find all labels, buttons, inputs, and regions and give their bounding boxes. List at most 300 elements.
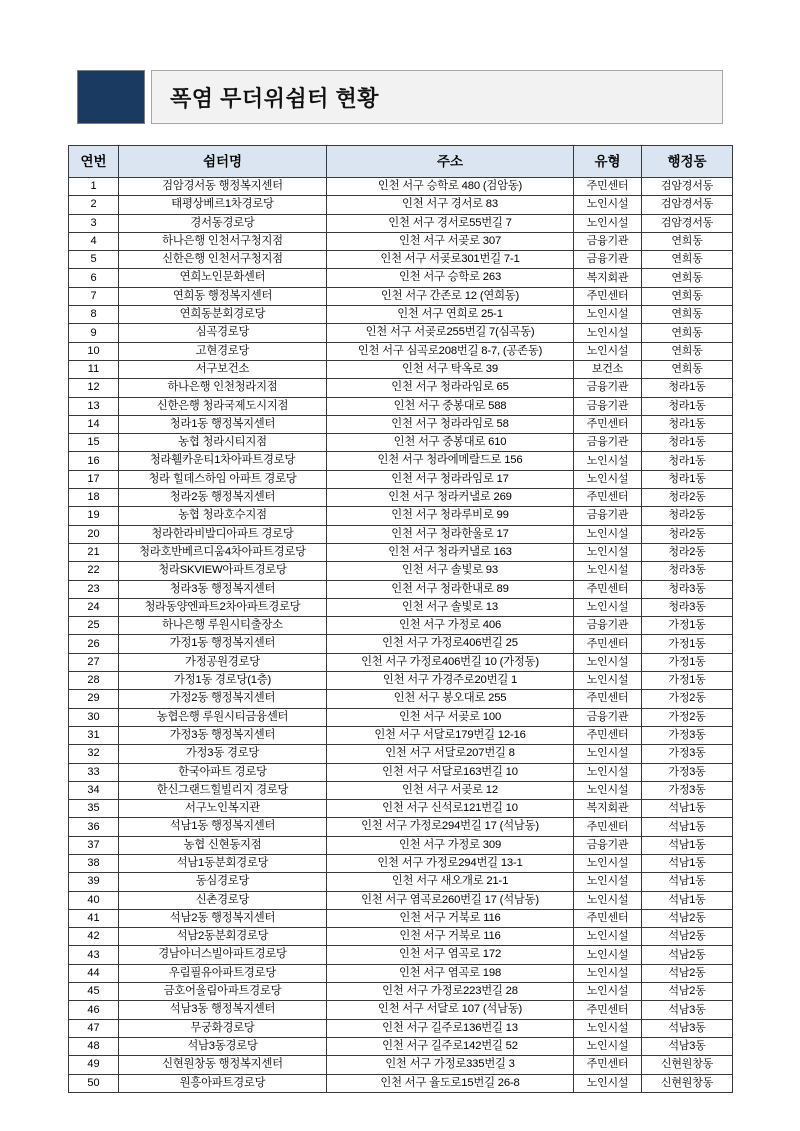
table-row xyxy=(69,251,733,269)
cell-no: 21 xyxy=(69,543,119,561)
cell-no: 4 xyxy=(69,232,119,250)
cell-addr: 인천 서구 신석로121번길 10 xyxy=(327,800,574,818)
shelter-table-container xyxy=(68,145,732,1093)
cell-name: 우림필유아파트경로당 xyxy=(119,964,327,982)
cell-no: 36 xyxy=(69,818,119,836)
table-row xyxy=(69,196,733,214)
cell-dong: 청라1동 xyxy=(642,470,733,488)
cell-dong: 청라2동 xyxy=(642,507,733,525)
table-row xyxy=(69,946,733,964)
cell-dong: 석남3동 xyxy=(642,1001,733,1019)
cell-name: 청라SKVIEW아파트경로당 xyxy=(119,562,327,580)
cell-type: 금융기관 xyxy=(574,232,642,250)
cell-dong: 가정3동 xyxy=(642,781,733,799)
cell-no: 42 xyxy=(69,928,119,946)
cell-no: 43 xyxy=(69,946,119,964)
table-row xyxy=(69,873,733,891)
cell-dong: 가정1동 xyxy=(642,617,733,635)
cell-name: 석남3동 행정복지센터 xyxy=(119,1001,327,1019)
cell-type: 주민센터 xyxy=(574,1001,642,1019)
table-row xyxy=(69,397,733,415)
cell-addr: 인천 서구 서곶로301번길 7-1 xyxy=(327,251,574,269)
cell-name: 연희동분회경로당 xyxy=(119,306,327,324)
cell-dong: 가정1동 xyxy=(642,653,733,671)
cell-dong: 검암경서동 xyxy=(642,214,733,232)
column-header-name: 쉼터명 xyxy=(119,146,327,178)
cell-addr: 인천 서구 청라라임로 58 xyxy=(327,415,574,433)
cell-dong: 석남2동 xyxy=(642,946,733,964)
table-row xyxy=(69,489,733,507)
cell-no: 22 xyxy=(69,562,119,580)
cell-no: 6 xyxy=(69,269,119,287)
cell-dong: 가정3동 xyxy=(642,763,733,781)
cell-addr: 인천 서구 가정로223번길 28 xyxy=(327,983,574,1001)
cell-dong: 석남1동 xyxy=(642,854,733,872)
cell-addr: 인천 서구 청라라임로 65 xyxy=(327,379,574,397)
cell-type: 주민센터 xyxy=(574,178,642,196)
cell-name: 석남2동 행정복지센터 xyxy=(119,909,327,927)
cell-addr: 인천 서구 가정로294번길 17 (석남동) xyxy=(327,818,574,836)
cell-dong: 석남3동 xyxy=(642,1037,733,1055)
cell-addr: 인천 서구 서곶로 307 xyxy=(327,232,574,250)
cell-name: 경남아너스빌아파트경로당 xyxy=(119,946,327,964)
cell-no: 8 xyxy=(69,306,119,324)
table-row xyxy=(69,287,733,305)
cell-type: 노인시설 xyxy=(574,873,642,891)
cell-no: 1 xyxy=(69,178,119,196)
title-banner xyxy=(77,70,723,124)
cell-type: 주민센터 xyxy=(574,580,642,598)
cell-dong: 검암경서동 xyxy=(642,196,733,214)
cell-no: 45 xyxy=(69,983,119,1001)
column-header-type: 유형 xyxy=(574,146,642,178)
table-row xyxy=(69,964,733,982)
cell-dong: 석남1동 xyxy=(642,891,733,909)
cell-addr: 인천 서구 봉오대로 255 xyxy=(327,690,574,708)
cell-name: 가정3동 행정복지센터 xyxy=(119,726,327,744)
cell-type: 금융기관 xyxy=(574,379,642,397)
table-row xyxy=(69,653,733,671)
cell-addr: 인천 서구 경서로55번길 7 xyxy=(327,214,574,232)
cell-no: 11 xyxy=(69,360,119,378)
cell-dong: 청라1동 xyxy=(642,434,733,452)
table-row xyxy=(69,507,733,525)
cell-name: 심곡경로당 xyxy=(119,324,327,342)
cell-type: 노인시설 xyxy=(574,928,642,946)
cell-addr: 인천 서구 서달로163번길 10 xyxy=(327,763,574,781)
cell-addr: 인천 서구 율도로15번길 26-8 xyxy=(327,1074,574,1092)
cell-name: 무궁화경로당 xyxy=(119,1019,327,1037)
cell-name: 한신그랜드힐빌리지 경로당 xyxy=(119,781,327,799)
cell-dong: 연희동 xyxy=(642,306,733,324)
cell-addr: 인천 서구 승학로 480 (검암동) xyxy=(327,178,574,196)
cell-addr: 인천 서구 가정로406번길 25 xyxy=(327,635,574,653)
cell-addr: 인천 서구 청라커낼로 269 xyxy=(327,489,574,507)
cell-dong: 가정2동 xyxy=(642,708,733,726)
table-row xyxy=(69,470,733,488)
cell-type: 주민센터 xyxy=(574,1056,642,1074)
table-row xyxy=(69,434,733,452)
cell-no: 23 xyxy=(69,580,119,598)
column-header-dong: 행정동 xyxy=(642,146,733,178)
cell-type: 노인시설 xyxy=(574,306,642,324)
cell-addr: 인천 서구 중봉대로 610 xyxy=(327,434,574,452)
cell-name: 하나은행 루원시티출장소 xyxy=(119,617,327,635)
table-row xyxy=(69,214,733,232)
cell-dong: 연희동 xyxy=(642,360,733,378)
table-row xyxy=(69,562,733,580)
cell-name: 한국아파트 경로당 xyxy=(119,763,327,781)
cell-addr: 인천 서구 서곶로 100 xyxy=(327,708,574,726)
cell-no: 18 xyxy=(69,489,119,507)
cell-dong: 청라2동 xyxy=(642,489,733,507)
cell-no: 12 xyxy=(69,379,119,397)
cell-addr: 인천 서구 승학로 263 xyxy=(327,269,574,287)
table-body xyxy=(69,178,733,1093)
cell-type: 노인시설 xyxy=(574,781,642,799)
cell-dong: 연희동 xyxy=(642,342,733,360)
cell-type: 노인시설 xyxy=(574,672,642,690)
cell-name: 금호어울림아파트경로당 xyxy=(119,983,327,1001)
cell-dong: 석남1동 xyxy=(642,818,733,836)
cell-name: 청라3동 행정복지센터 xyxy=(119,580,327,598)
cell-no: 40 xyxy=(69,891,119,909)
table-row xyxy=(69,818,733,836)
cell-no: 47 xyxy=(69,1019,119,1037)
cell-dong: 청라3동 xyxy=(642,598,733,616)
cell-addr: 인천 서구 청라커낼로 163 xyxy=(327,543,574,561)
cell-type: 노인시설 xyxy=(574,891,642,909)
cell-no: 48 xyxy=(69,1037,119,1055)
cell-no: 19 xyxy=(69,507,119,525)
cell-name: 신한은행 인천서구청지점 xyxy=(119,251,327,269)
cell-dong: 석남2동 xyxy=(642,909,733,927)
cell-addr: 인천 서구 중봉대로 588 xyxy=(327,397,574,415)
cell-addr: 인천 서구 연희로 25-1 xyxy=(327,306,574,324)
cell-type: 노인시설 xyxy=(574,525,642,543)
cell-type: 노인시설 xyxy=(574,214,642,232)
table-row xyxy=(69,1001,733,1019)
cell-addr: 인천 서구 서달로 107 (석남동) xyxy=(327,1001,574,1019)
cell-type: 노인시설 xyxy=(574,964,642,982)
cell-name: 연희노인문화센터 xyxy=(119,269,327,287)
cell-name: 가정2동 행정복지센터 xyxy=(119,690,327,708)
cell-no: 49 xyxy=(69,1056,119,1074)
cell-name: 청라호반베르디움4차아파트경로당 xyxy=(119,543,327,561)
cell-type: 노인시설 xyxy=(574,1074,642,1092)
table-row xyxy=(69,690,733,708)
cell-type: 주민센터 xyxy=(574,818,642,836)
cell-type: 노인시설 xyxy=(574,653,642,671)
cell-name: 하나은행 인천서구청지점 xyxy=(119,232,327,250)
cell-dong: 가정3동 xyxy=(642,745,733,763)
cell-name: 신촌경로당 xyxy=(119,891,327,909)
table-row xyxy=(69,452,733,470)
cell-dong: 연희동 xyxy=(642,251,733,269)
cell-type: 보건소 xyxy=(574,360,642,378)
cell-type: 주민센터 xyxy=(574,726,642,744)
cell-dong: 석남2동 xyxy=(642,983,733,1001)
cell-dong: 신현원창동 xyxy=(642,1074,733,1092)
cell-type: 금융기관 xyxy=(574,708,642,726)
cell-type: 노인시설 xyxy=(574,196,642,214)
cell-dong: 가정1동 xyxy=(642,672,733,690)
cell-addr: 인천 서구 청라라임로 17 xyxy=(327,470,574,488)
cell-dong: 연희동 xyxy=(642,269,733,287)
cell-type: 노인시설 xyxy=(574,1037,642,1055)
cell-dong: 석남1동 xyxy=(642,873,733,891)
cell-no: 16 xyxy=(69,452,119,470)
table-row xyxy=(69,854,733,872)
cell-no: 34 xyxy=(69,781,119,799)
accent-swatch xyxy=(77,70,145,124)
table-row xyxy=(69,800,733,818)
cell-name: 가정공원경로당 xyxy=(119,653,327,671)
cell-addr: 인천 서구 가정로294번길 13-1 xyxy=(327,854,574,872)
cell-no: 2 xyxy=(69,196,119,214)
cell-name: 농협 신현동지점 xyxy=(119,836,327,854)
cell-addr: 인천 서구 간존로 12 (연희동) xyxy=(327,287,574,305)
cell-type: 노인시설 xyxy=(574,946,642,964)
column-header-no: 연번 xyxy=(69,146,119,178)
cell-type: 노인시설 xyxy=(574,342,642,360)
cell-name: 가정3동 경로당 xyxy=(119,745,327,763)
cell-addr: 인천 서구 거북로 116 xyxy=(327,928,574,946)
cell-dong: 청라3동 xyxy=(642,562,733,580)
cell-type: 금융기관 xyxy=(574,507,642,525)
cell-name: 가정1동 경로당(1층) xyxy=(119,672,327,690)
cell-type: 주민센터 xyxy=(574,690,642,708)
table-row xyxy=(69,635,733,653)
cell-type: 주민센터 xyxy=(574,909,642,927)
cell-name: 동심경로당 xyxy=(119,873,327,891)
cell-dong: 연희동 xyxy=(642,232,733,250)
cell-no: 41 xyxy=(69,909,119,927)
cell-no: 7 xyxy=(69,287,119,305)
table-row xyxy=(69,983,733,1001)
cell-name: 하나은행 인천청라지점 xyxy=(119,379,327,397)
cell-type: 노인시설 xyxy=(574,470,642,488)
table-row xyxy=(69,360,733,378)
cell-no: 39 xyxy=(69,873,119,891)
cell-type: 노인시설 xyxy=(574,452,642,470)
cell-addr: 인천 서구 청라루비로 99 xyxy=(327,507,574,525)
cell-addr: 인천 서구 솔빛로 93 xyxy=(327,562,574,580)
cell-addr: 인천 서구 서달로207번길 8 xyxy=(327,745,574,763)
cell-dong: 검암경서동 xyxy=(642,178,733,196)
cell-name: 가정1동 행정복지센터 xyxy=(119,635,327,653)
cell-addr: 인천 서구 염곡로260번길 17 (석남동) xyxy=(327,891,574,909)
cell-name: 서구노인복지관 xyxy=(119,800,327,818)
cell-dong: 석남3동 xyxy=(642,1019,733,1037)
cell-dong: 청라2동 xyxy=(642,543,733,561)
cell-addr: 인천 서구 청라한내로 89 xyxy=(327,580,574,598)
cell-addr: 인천 서구 거북로 116 xyxy=(327,909,574,927)
cell-type: 복지회관 xyxy=(574,800,642,818)
cell-addr: 인천 서구 서곶로 12 xyxy=(327,781,574,799)
table-row xyxy=(69,745,733,763)
cell-addr: 인천 서구 가정로406번길 10 (가정동) xyxy=(327,653,574,671)
cell-addr: 인천 서구 서곶로255번길 7(심곡동) xyxy=(327,324,574,342)
page-title: 폭염 무더위쉼터 현황 xyxy=(170,85,379,111)
table-row xyxy=(69,415,733,433)
cell-name: 서구보건소 xyxy=(119,360,327,378)
table-row xyxy=(69,781,733,799)
cell-dong: 석남2동 xyxy=(642,964,733,982)
table-header xyxy=(69,146,733,178)
cell-no: 26 xyxy=(69,635,119,653)
cell-addr: 인천 서구 길주로142번길 52 xyxy=(327,1037,574,1055)
cell-dong: 청라2동 xyxy=(642,525,733,543)
cell-type: 노인시설 xyxy=(574,562,642,580)
cell-no: 17 xyxy=(69,470,119,488)
table-row xyxy=(69,269,733,287)
cell-addr: 인천 서구 길주로136번길 13 xyxy=(327,1019,574,1037)
table-row xyxy=(69,1056,733,1074)
cell-dong: 청라1동 xyxy=(642,397,733,415)
cell-addr: 인천 서구 염곡로 172 xyxy=(327,946,574,964)
cell-name: 청라1동 행정복지센터 xyxy=(119,415,327,433)
cell-addr: 인천 서구 가정로 309 xyxy=(327,836,574,854)
cell-type: 주민센터 xyxy=(574,287,642,305)
cell-no: 5 xyxy=(69,251,119,269)
cell-type: 노인시설 xyxy=(574,983,642,1001)
cell-type: 금융기관 xyxy=(574,251,642,269)
table-row xyxy=(69,836,733,854)
cell-name: 농협 청라시티지점 xyxy=(119,434,327,452)
cell-no: 33 xyxy=(69,763,119,781)
cell-no: 27 xyxy=(69,653,119,671)
cell-name: 청라한라비발디아파트 경로당 xyxy=(119,525,327,543)
cell-no: 3 xyxy=(69,214,119,232)
table-row xyxy=(69,178,733,196)
table-row xyxy=(69,324,733,342)
cell-dong: 청라1동 xyxy=(642,415,733,433)
cell-dong: 청라1동 xyxy=(642,379,733,397)
table-row xyxy=(69,891,733,909)
table-row xyxy=(69,379,733,397)
cell-name: 원흥아파트경로당 xyxy=(119,1074,327,1092)
table-row xyxy=(69,708,733,726)
table-row xyxy=(69,672,733,690)
title-box xyxy=(151,70,723,124)
cell-addr: 인천 서구 솔빛로 13 xyxy=(327,598,574,616)
cell-dong: 석남1동 xyxy=(642,800,733,818)
cell-no: 32 xyxy=(69,745,119,763)
cell-addr: 인천 서구 청라한울로 17 xyxy=(327,525,574,543)
cell-type: 주민센터 xyxy=(574,415,642,433)
cell-name: 연희동 행정복지센터 xyxy=(119,287,327,305)
cell-name: 석남1동분회경로당 xyxy=(119,854,327,872)
cell-type: 주민센터 xyxy=(574,489,642,507)
cell-no: 50 xyxy=(69,1074,119,1092)
cell-addr: 인천 서구 염곡로 198 xyxy=(327,964,574,982)
table-row xyxy=(69,1074,733,1092)
cell-addr: 인천 서구 가정로 406 xyxy=(327,617,574,635)
column-header-addr: 주소 xyxy=(327,146,574,178)
table-row xyxy=(69,763,733,781)
cell-name: 청라2동 행정복지센터 xyxy=(119,489,327,507)
table-row xyxy=(69,342,733,360)
cell-type: 노인시설 xyxy=(574,763,642,781)
cell-no: 14 xyxy=(69,415,119,433)
cell-type: 주민센터 xyxy=(574,635,642,653)
cell-no: 10 xyxy=(69,342,119,360)
cell-dong: 연희동 xyxy=(642,324,733,342)
cell-addr: 인천 서구 심곡로208번길 8-7, (공존동) xyxy=(327,342,574,360)
table-row xyxy=(69,617,733,635)
cell-dong: 석남2동 xyxy=(642,928,733,946)
cell-no: 30 xyxy=(69,708,119,726)
cell-no: 28 xyxy=(69,672,119,690)
cell-type: 노인시설 xyxy=(574,745,642,763)
cell-type: 노인시설 xyxy=(574,598,642,616)
shelter-table xyxy=(68,145,733,1093)
cell-no: 24 xyxy=(69,598,119,616)
table-row xyxy=(69,580,733,598)
cell-type: 금융기관 xyxy=(574,434,642,452)
cell-name: 농협은행 루원시티금융센터 xyxy=(119,708,327,726)
cell-addr: 인천 서구 새오개로 21-1 xyxy=(327,873,574,891)
cell-type: 노인시설 xyxy=(574,854,642,872)
cell-type: 노인시설 xyxy=(574,543,642,561)
cell-dong: 연희동 xyxy=(642,287,733,305)
table-row xyxy=(69,543,733,561)
cell-addr: 인천 서구 가경주로20번길 1 xyxy=(327,672,574,690)
cell-addr: 인천 서구 경서로 83 xyxy=(327,196,574,214)
cell-no: 15 xyxy=(69,434,119,452)
cell-name: 경서동경로당 xyxy=(119,214,327,232)
table-row xyxy=(69,306,733,324)
table-row xyxy=(69,525,733,543)
cell-addr: 인천 서구 가정로335번길 3 xyxy=(327,1056,574,1074)
cell-dong: 석남1동 xyxy=(642,836,733,854)
cell-name: 석남1동 행정복지센터 xyxy=(119,818,327,836)
cell-type: 복지회관 xyxy=(574,269,642,287)
table-row xyxy=(69,232,733,250)
table-row xyxy=(69,598,733,616)
cell-no: 20 xyxy=(69,525,119,543)
cell-no: 13 xyxy=(69,397,119,415)
cell-name: 고현경로당 xyxy=(119,342,327,360)
cell-name: 청라휄카운티1차아파트경로당 xyxy=(119,452,327,470)
cell-no: 44 xyxy=(69,964,119,982)
cell-no: 29 xyxy=(69,690,119,708)
cell-name: 신한은행 청라국제도시지점 xyxy=(119,397,327,415)
cell-type: 금융기관 xyxy=(574,397,642,415)
cell-no: 25 xyxy=(69,617,119,635)
cell-no: 37 xyxy=(69,836,119,854)
table-row xyxy=(69,1037,733,1055)
cell-dong: 신현원창동 xyxy=(642,1056,733,1074)
cell-no: 38 xyxy=(69,854,119,872)
cell-name: 석남3동경로당 xyxy=(119,1037,327,1055)
cell-addr: 인천 서구 서달로179번길 12-16 xyxy=(327,726,574,744)
table-row xyxy=(69,726,733,744)
cell-name: 태평상베르1차경로당 xyxy=(119,196,327,214)
cell-name: 검암경서동 행정복지센터 xyxy=(119,178,327,196)
cell-no: 31 xyxy=(69,726,119,744)
cell-name: 청라 힐데스하임 아파트 경로당 xyxy=(119,470,327,488)
cell-name: 청라동양엔파트2차아파트경로당 xyxy=(119,598,327,616)
cell-addr: 인천 서구 탁옥로 39 xyxy=(327,360,574,378)
cell-dong: 가정2동 xyxy=(642,690,733,708)
cell-type: 금융기관 xyxy=(574,617,642,635)
cell-dong: 가정1동 xyxy=(642,635,733,653)
cell-no: 46 xyxy=(69,1001,119,1019)
cell-type: 노인시설 xyxy=(574,1019,642,1037)
cell-addr: 인천 서구 청라에메랄드로 156 xyxy=(327,452,574,470)
